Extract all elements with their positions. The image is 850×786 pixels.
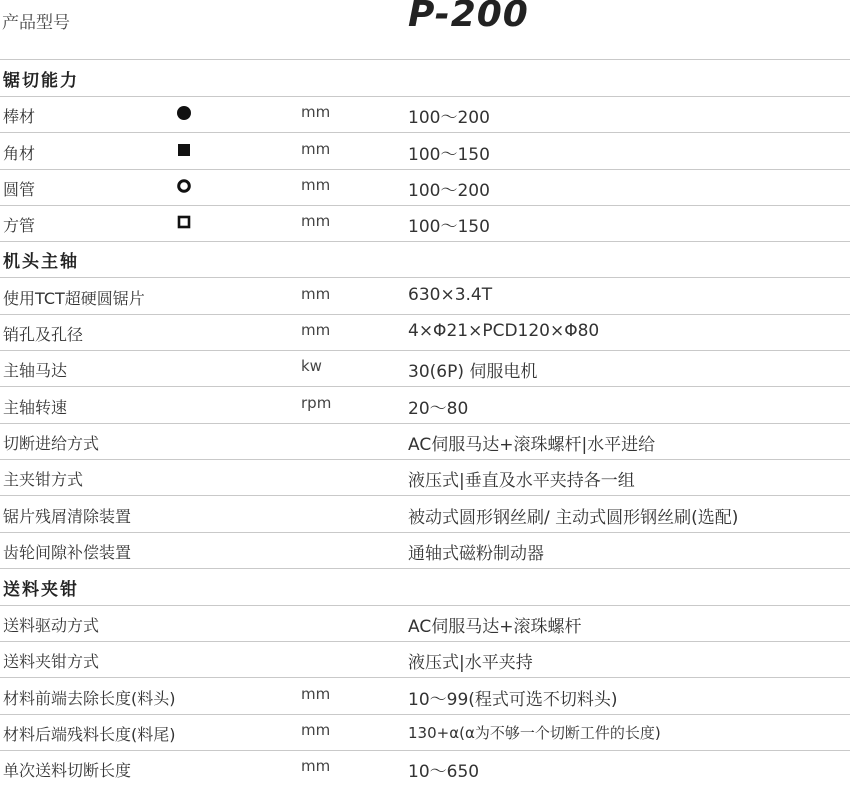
spec-row: [0, 532, 850, 569]
spec-unit: mm: [301, 103, 331, 121]
spec-unit: mm: [301, 212, 331, 230]
spec-row: [0, 641, 850, 678]
section-header-spindle: [0, 241, 850, 278]
spec-row: [0, 278, 850, 315]
spec-value: 4×Φ21×PCD120×Φ80: [408, 321, 600, 341]
spec-value: 130+α(α为不够一个切断工件的长度): [408, 724, 661, 742]
hollow-square-icon: [176, 214, 192, 230]
spec-label: 锯片残屑清除装置: [3, 507, 132, 526]
spec-row: [0, 169, 850, 206]
spec-row: [0, 96, 850, 133]
section-title: 锯切能力: [3, 71, 79, 91]
spec-unit: mm: [301, 176, 331, 194]
spec-label: 齿轮间隙补偿装置: [3, 543, 132, 562]
spec-label: 使用TCT超硬圆锯片: [3, 289, 145, 308]
spec-unit: rpm: [301, 394, 332, 412]
spec-label: 切断进给方式: [3, 434, 100, 453]
spec-row: [0, 496, 850, 533]
spec-row: [0, 387, 850, 424]
spec-value: 20～80: [408, 399, 469, 419]
spec-row: [0, 750, 850, 786]
spec-value: 630×3.4T: [408, 285, 493, 305]
spec-unit: mm: [301, 721, 331, 739]
spec-value: 100～200: [408, 108, 490, 128]
spec-header: [0, 0, 850, 41]
hollow-circle-icon: [176, 178, 192, 194]
spec-label: 主轴马达: [3, 361, 68, 380]
section-title: 送料夹钳: [3, 580, 79, 600]
spec-label: 送料夹钳方式: [3, 652, 100, 671]
spec-row: [0, 205, 850, 242]
spec-label: 单次送料切断长度: [3, 761, 132, 780]
spec-value: 液压式|水平夹持: [408, 653, 533, 673]
spec-label: 材料前端去除长度(料头): [3, 689, 176, 708]
spec-value: 10～99(程式可选不切料头): [408, 690, 618, 710]
spec-row: [0, 133, 850, 170]
spec-label: 材料后端残料长度(料尾): [3, 725, 176, 744]
spec-value: 液压式|垂直及水平夹持各一组: [408, 471, 635, 491]
spec-value: 通轴式磁粉制动器: [408, 544, 544, 564]
spec-row: [0, 314, 850, 351]
filled-square-icon: [176, 142, 192, 158]
spec-unit: mm: [301, 285, 331, 303]
spec-row: [0, 350, 850, 387]
filled-circle-icon: [176, 105, 192, 121]
spec-label: 送料驱动方式: [3, 616, 100, 635]
model-label: 产品型号: [2, 13, 70, 33]
spec-label: 圆管: [3, 180, 36, 199]
spec-value: 100～150: [408, 217, 490, 237]
section-title: 机头主轴: [3, 252, 79, 272]
spec-label: 主夹钳方式: [3, 470, 84, 489]
spec-row: [0, 714, 850, 751]
spec-value: AC伺服马达+滚珠螺杆: [408, 617, 582, 637]
spec-value: 10～650: [408, 762, 480, 782]
spec-label: 方管: [3, 216, 36, 235]
spec-value: 30(6P) 伺服电机: [408, 362, 538, 382]
model-name: P-200: [408, 0, 529, 35]
spec-row: [0, 423, 850, 460]
spec-label: 销孔及孔径: [3, 325, 84, 344]
spec-label: 角材: [3, 144, 36, 163]
spec-value: 被动式圆形钢丝刷/ 主动式圆形钢丝刷(选配): [408, 508, 739, 528]
spec-unit: mm: [301, 321, 331, 339]
spec-row: [0, 459, 850, 496]
spec-unit: mm: [301, 757, 331, 775]
section-header-feed-clamp: [0, 569, 850, 606]
spec-row: [0, 678, 850, 715]
spec-unit: mm: [301, 140, 331, 158]
spec-value: 100～200: [408, 181, 490, 201]
spec-unit: kw: [301, 357, 322, 375]
spec-value: 100～150: [408, 145, 490, 165]
section-header-sawing-capacity: [0, 59, 850, 97]
spec-label: 棒材: [3, 107, 36, 126]
spec-row: [0, 605, 850, 642]
spec-unit: mm: [301, 685, 331, 703]
spec-value: AC伺服马达+滚珠螺杆|水平进给: [408, 435, 656, 455]
spec-label: 主轴转速: [3, 398, 68, 417]
